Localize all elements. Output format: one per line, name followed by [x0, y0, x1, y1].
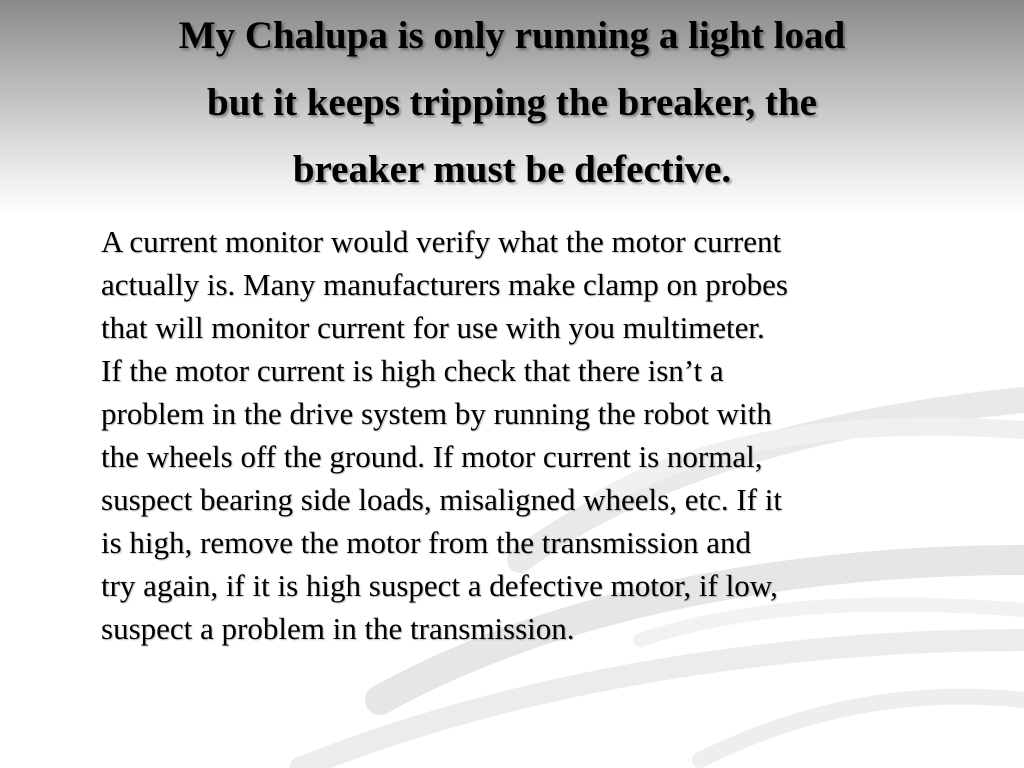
- slide-title-line-2: but it keeps tripping the breaker, the: [207, 81, 817, 124]
- slide-title-line-3: breaker must be defective.: [292, 148, 732, 191]
- slide-title-line-1: My Chalupa is only running a light load: [178, 14, 846, 57]
- slide-title: [60, 2, 964, 203]
- slide-body-text: A current monitor would verify what the motor current actually is. Many manufacturers make clamp on probes that will monitor current for use with you multimeter. If the motor current is high check that there isn’t a problem in the drive system by running the robot with the wheels off the ground. If motor current is normal, suspect bearing side loads, misaligned wheels, etc. If it is high, remove the motor from the transmission and try again, if it is high suspect a defective motor, if low, suspect a problem in the transmission.: [101, 224, 788, 646]
